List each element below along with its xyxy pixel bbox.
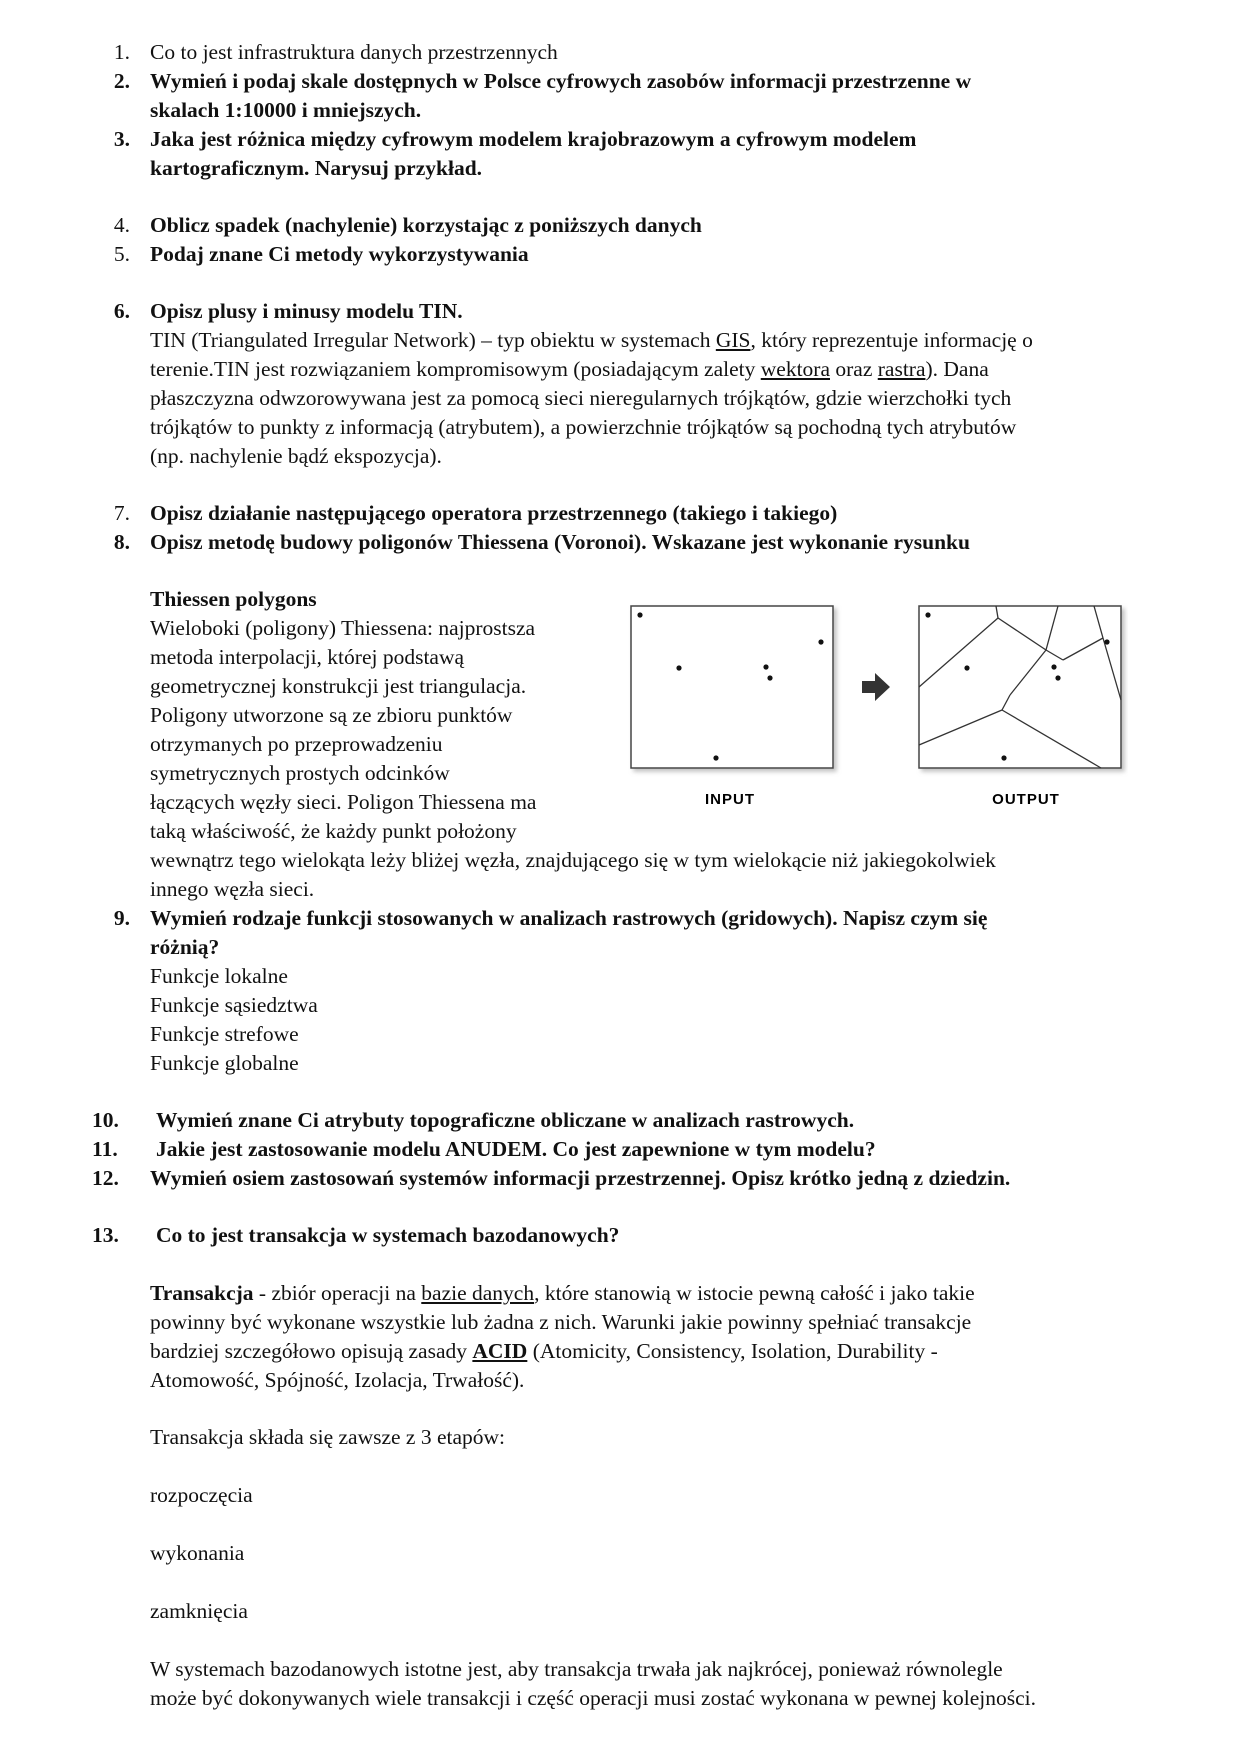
q3-number: 3.	[113, 127, 130, 151]
q5-number: 5.	[113, 242, 130, 266]
bazie-danych-link[interactable]: bazie danych	[421, 1281, 535, 1305]
q12-number: 12.	[92, 1166, 119, 1190]
q11-text: Jakie jest zastosowanie modelu ANUDEM. Co jest zapewnione w tym modelu?	[156, 1137, 876, 1161]
q4-number: 4.	[113, 213, 130, 237]
q9-number: 9.	[113, 906, 130, 930]
q6-answer-line2	[150, 355, 989, 384]
q3-line2: kartograficznym. Narysuj przykład.	[150, 156, 483, 180]
q8-body-line2: metoda interpolacji, której podstawą	[150, 645, 465, 669]
output-point	[1001, 755, 1006, 760]
q12-text: Wymień osiem zastosowań systemów informacji przestrzennej. Opisz krótko jedną z dziedzin.	[150, 1166, 1011, 1190]
q13-t3-pre: bardziej szczegółowo opisują zasady	[150, 1339, 473, 1363]
q13-t3-post: (Atomicity, Consistency, Isolation, Durability -	[527, 1339, 938, 1363]
q13-conclusion-line2: może być dokonywanych wiele transakcji i część operacji musi zostać wykonana w pewnej kolejności.	[150, 1686, 1036, 1710]
input-point	[676, 665, 681, 670]
input-point	[818, 639, 823, 644]
q9-line1: Wymień rodzaje funkcji stosowanych w analizach rastrowych (gridowych). Napisz czym się	[150, 906, 988, 930]
output-point	[1051, 664, 1056, 669]
stage-item: zamknięcia	[150, 1599, 248, 1623]
q13-def-line3	[150, 1337, 938, 1366]
wektora-link[interactable]: wektora	[760, 357, 830, 381]
q11-number: 11.	[92, 1137, 118, 1161]
input-point	[763, 664, 768, 669]
q6-answer-line4: trójkątów to punkty z informacją (atrybutem), a powierzchnie trójkątów są pochodną tych atrybutów	[150, 415, 1017, 439]
q3-line1: Jaka jest różnica między cyfrowym modelem krajobrazowym a cyfrowym modelem	[150, 127, 917, 151]
q5-text: Podaj znane Ci metody wykorzystywania	[150, 242, 529, 266]
q6-a1-pre: TIN (Triangulated Irregular Network) – typ obiektu w systemach	[150, 328, 716, 352]
q8-body-line9: wewnątrz tego wielokąta leży bliżej węzła, znajdującego się w tym wielokącie niż jakiegokolwiek	[150, 848, 996, 872]
output-panel	[919, 606, 1121, 768]
q8-body-line5: otrzymanych po przeprowadzeniu	[150, 732, 443, 756]
q6-text: Opisz plusy i minusy modelu TIN.	[150, 299, 463, 323]
q2-number: 2.	[113, 69, 130, 93]
q13-t1-post: , które stanowią w istocie pewną całość i jako takie	[534, 1281, 975, 1305]
q1-text: Co to jest infrastruktura danych przestrzennych	[150, 40, 558, 64]
q8-text: Opisz metodę budowy poligonów Thiessena (Voronoi). Wskazane jest wykonanie rysunku	[150, 530, 970, 554]
transakcja-term: Transakcja	[150, 1281, 254, 1305]
thiessen-polygons-figure	[628, 600, 1128, 820]
input-label: INPUT	[705, 791, 755, 808]
stages-intro: Transakcja składa się zawsze z 3 etapów:	[150, 1425, 506, 1449]
q13-def-line2: powinny być wykonane wszystkie lub żadna z nich. Warunki jakie powinny spełniać transakcje	[150, 1310, 972, 1334]
q6-answer-line3: płaszczyzna odwzorowywana jest za pomocą sieci nieregularnych trójkątów, gdzie wierzchołki tych	[150, 386, 1012, 410]
q8-number: 8.	[113, 530, 130, 554]
q2-line1: Wymień i podaj skale dostępnych w Polsce cyfrowych zasobów informacji przestrzenne w	[150, 69, 972, 93]
input-point	[713, 755, 718, 760]
input-point	[637, 612, 642, 617]
q8-body-line8: taką właściwość, że każdy punkt położony	[150, 819, 517, 843]
q1-number: 1.	[113, 40, 130, 64]
q9-item: Funkcje sąsiedztwa	[150, 993, 318, 1017]
q7-text: Opisz działanie następującego operatora przestrzennego (takiego i takiego)	[150, 501, 838, 525]
q7-number: 7.	[113, 501, 130, 525]
q4-text: Oblicz spadek (nachylenie) korzystając z poniższych danych	[150, 213, 702, 237]
output-point	[964, 665, 969, 670]
q6-number: 6.	[113, 299, 130, 323]
q6-a1-post: , który reprezentuje informację o	[750, 328, 1033, 352]
q13-t1-pre: - zbiór operacji na	[253, 1281, 422, 1305]
output-point	[1055, 675, 1060, 680]
q10-text: Wymień znane Ci atrybuty topograficzne obliczane w analizach rastrowych.	[156, 1108, 855, 1132]
q8-body-line4: Poligony utworzone są ze zbioru punktów	[150, 703, 513, 727]
q10-number: 10.	[92, 1108, 119, 1132]
output-point	[925, 612, 930, 617]
input-point	[767, 675, 772, 680]
q2-line2: skalach 1:10000 i mniejszych.	[150, 98, 422, 122]
q6-answer-line1	[150, 326, 1033, 355]
arrow-icon	[862, 673, 890, 701]
q6-answer-line5: (np. nachylenie bądź ekspozycja).	[150, 444, 442, 468]
q8-body-line1: Wieloboki (poligony) Thiessena: najprostsza	[150, 616, 536, 640]
stage-item: rozpoczęcia	[150, 1483, 253, 1507]
acid-link[interactable]: ACID	[472, 1339, 528, 1363]
q6-a2-mid: oraz	[830, 357, 878, 381]
output-point	[1104, 639, 1109, 644]
q8-body-line10: innego węzła sieci.	[150, 877, 315, 901]
gis-link[interactable]: GIS	[715, 328, 751, 352]
q8-body-line7: łączących węzły sieci. Poligon Thiessena ma	[150, 790, 537, 814]
output-label: OUTPUT	[992, 791, 1060, 808]
q13-text: Co to jest transakcja w systemach bazodanowych?	[156, 1223, 620, 1247]
q6-a2-post: ). Dana	[925, 357, 989, 381]
thiessen-heading: Thiessen polygons	[150, 587, 317, 611]
q8-body-line6: symetrycznych prostych odcinków	[150, 761, 450, 785]
input-panel	[631, 606, 833, 768]
q9-item: Funkcje globalne	[150, 1051, 299, 1075]
stage-item: wykonania	[150, 1541, 245, 1565]
rastra-link[interactable]: rastra	[877, 357, 926, 381]
q9-item: Funkcje strefowe	[150, 1022, 299, 1046]
q13-conclusion-line1: W systemach bazodanowych istotne jest, aby transakcja trwała jak najkrócej, ponieważ równolegle	[150, 1657, 1003, 1681]
q9-item: Funkcje lokalne	[150, 964, 288, 988]
q9-line2: różnią?	[150, 935, 220, 959]
q13-def-line4: Atomowość, Spójność, Izolacja, Trwałość).	[150, 1368, 525, 1392]
q8-body-line3: geometrycznej konstrukcji jest triangulacja.	[150, 674, 527, 698]
q13-number: 13.	[92, 1223, 119, 1247]
q6-a2-pre: terenie.TIN jest rozwiązaniem kompromisowym (posiadającym zalety	[150, 357, 761, 381]
q13-def-line1	[150, 1279, 975, 1308]
